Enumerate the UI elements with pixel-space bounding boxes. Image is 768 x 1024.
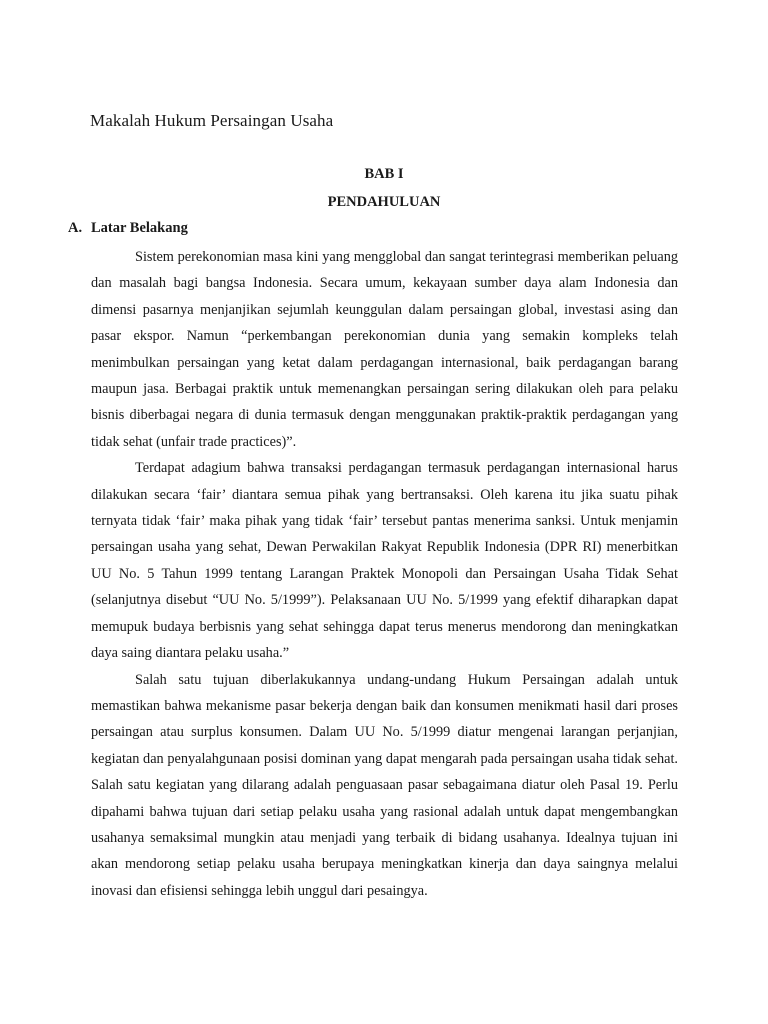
section-heading [68,220,188,237]
section-marker: A. [68,220,83,236]
document-body [91,244,678,904]
document-title: Makalah Hukum Persaingan Usaha [90,111,334,130]
paragraph-1: Sistem perekonomian masa kini yang mengglobal dan sangat terintegrasi memberikan peluang dan masalah bagi bangsa Indonesia. Secara umum, kekayaan sumber daya alam Indonesia dan dimensi pasarnya menjanjikan sejumlah keunggulan dalam persaingan global, investasi asing dan pasar ekspor. Namun “perkembangan perekonomian dunia yang semakin kompleks telah menimbulkan persaingan yang ketat dalam perdagangan internasional, baik perdagangan barang maupun jasa. Berbagai praktik untuk memenangkan persaingan sering dilakukan oleh para pelaku bisnis diberbagai negara di dunia termasuk dengan menggunakan praktik-praktik perdagangan yang tidak sehat (unfair trade practices)”. [91,249,678,450]
paragraph-2: Terdapat adagium bahwa transaksi perdagangan termasuk perdagangan internasional harus dilakukan secara ‘fair’ diantara semua pihak yang bertransaksi. Oleh karena itu jika suatu pihak ternyata tidak ‘fair’ maka pihak yang tidak ‘fair’ tersebut pantas menerima sanksi. Untuk menjamin persaingan usaha yang sehat, Dewan Perwakilan Rakyat Republik Indonesia (DPR RI) menerbitkan UU No. 5 Tahun 1999 tentang Larangan Praktek Monopoli dan Persaingan Usaha Tidak Sehat (selanjutnya disebut “UU No. 5/1999”). Pelaksanaan UU No. 5/1999 yang efektif diharapkan dapat memupuk budaya berbisnis yang sehat sehingga dapat terus menerus mendorong dan meningkatkan daya saing diantara pelaku usaha.” [91,460,678,662]
section-title: Latar Belakang [91,220,188,236]
chapter-number: BAB I [364,166,404,182]
chapter-title: PENDAHULUAN [327,194,441,210]
paragraph-3: Salah satu tujuan diberlakukannya undang-undang Hukum Persaingan adalah untuk memastikan bahwa mekanisme pasar bekerja dengan baik dan konsumen menikmati hasil dari proses persaingan atau surplus konsumen. Dalam UU No. 5/1999 diatur mengenai larangan perjanjian, kegiatan dan penyalahgunaan posisi dominan yang dapat mengarah pada persaingan usaha tidak sehat. Salah satu kegiatan yang dilarang adalah penguasaan pasar sebagaimana diatur oleh Pasal 19. Perlu dipahami bahwa tujuan dari setiap pelaku usaha yang rasional adalah untuk dapat mengembangkan usahanya semaksimal mungkin atau menjadi yang terbaik di bidang usahanya. Idealnya tujuan ini akan mendorong setiap pelaku usaha berupaya meningkatkan kinerja dan daya saingnya melalui inovasi dan efisiensi sehingga lebih unggul dari pesaingya. [91,671,678,899]
